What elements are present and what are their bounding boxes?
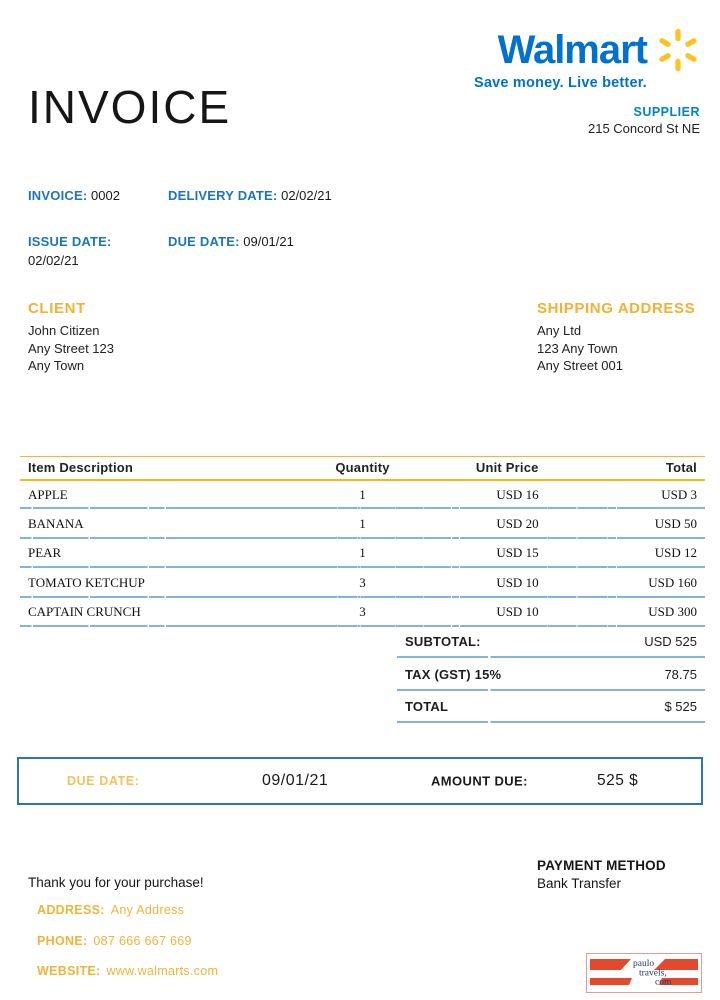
item-description: CAPTAIN CRUNCH	[20, 598, 335, 628]
header-total: Total	[541, 457, 705, 480]
invoice-number-label: INVOICE:	[28, 188, 88, 203]
item-quantity: 3	[335, 598, 390, 628]
header-quantity: Quantity	[335, 457, 390, 480]
item-unit-price: USD 10	[390, 568, 541, 598]
watermark-line-3: com	[655, 977, 672, 988]
items-header-row	[20, 457, 705, 480]
contact-website-label: WEBSITE:	[37, 964, 101, 978]
invoice-meta	[28, 188, 332, 268]
meta-row-2	[28, 234, 332, 268]
item-total: USD 300	[541, 598, 705, 628]
item-unit-price: USD 15	[390, 539, 541, 569]
contact-address-label: ADDRESS:	[37, 903, 105, 917]
thank-you-note: Thank you for your purchase!	[28, 875, 204, 890]
banner-amount-due-value: 525 $	[597, 772, 639, 789]
subtotal-value: USD 525	[644, 633, 697, 649]
banner-due-date-label: DUE DATE:	[67, 774, 140, 788]
shipping-heading: SHIPPING ADDRESS	[537, 300, 696, 317]
invoice-number-field	[28, 188, 168, 203]
delivery-date-label: DELIVERY DATE:	[168, 188, 278, 203]
watermark-line-2: travels,	[639, 968, 667, 979]
item-description: PEAR	[20, 539, 335, 569]
shipping-street: Any Street 001	[537, 358, 623, 373]
invoice-number-value: 0002	[91, 188, 120, 203]
payment-method-label: PAYMENT METHOD	[537, 858, 666, 873]
issue-date-label: ISSUE DATE:	[28, 234, 112, 249]
issue-date-field	[28, 234, 168, 268]
item-total: USD 160	[541, 568, 705, 598]
supplier-address: 215 Concord St NE	[587, 121, 700, 136]
supplier-label: SUPPLIER	[633, 105, 700, 119]
shipping-town: 123 Any Town	[537, 340, 618, 356]
item-unit-price: USD 20	[390, 509, 541, 539]
item-description: TOMATO KETCHUP	[20, 568, 335, 598]
client-town: Any Town	[28, 358, 85, 373]
tax-row	[397, 658, 705, 691]
item-quantity: 1	[335, 509, 390, 539]
delivery-date-field	[168, 188, 332, 203]
due-date-value: 09/01/21	[243, 234, 294, 249]
walmart-logo	[474, 28, 700, 72]
subtotal-row	[397, 625, 705, 658]
item-total: USD 50	[541, 509, 705, 539]
item-total: USD 3	[541, 480, 705, 510]
delivery-date-value: 02/02/21	[281, 188, 332, 203]
contact-block	[37, 903, 218, 995]
table-row	[20, 598, 705, 628]
tax-value: 78.75	[664, 666, 697, 682]
banner-due-date-value: 09/01/21	[262, 772, 329, 789]
due-date-label: DUE DATE:	[168, 234, 240, 249]
brand-block	[474, 28, 700, 136]
shipping-name: Any Ltd	[537, 323, 582, 338]
item-quantity: 1	[335, 480, 390, 510]
total-row	[397, 691, 705, 724]
tax-label: TAX (GST) 15%	[405, 666, 502, 682]
item-unit-price: USD 16	[390, 480, 541, 510]
contact-website-value: www.walmarts.com	[106, 964, 219, 978]
contact-phone-value: 087 666 667 669	[93, 933, 192, 948]
walmart-spark-icon	[656, 28, 700, 72]
total-value: $ 525	[664, 699, 697, 715]
client-name: John Citizen	[28, 323, 100, 338]
issue-date-value: 02/02/21	[28, 253, 79, 268]
item-total: USD 12	[541, 539, 705, 569]
header-unit-price: Unit Price	[390, 457, 541, 480]
header-item-description: Item Description	[20, 457, 335, 480]
table-row	[20, 568, 705, 598]
client-street: Any Street 123	[28, 340, 114, 356]
payment-method-value: Bank Transfer	[537, 876, 622, 891]
summary-block	[397, 625, 705, 723]
items-table	[20, 456, 705, 627]
subtotal-label: SUBTOTAL:	[405, 633, 481, 649]
watermark-line-1: paulo	[633, 959, 655, 969]
item-quantity: 3	[335, 568, 390, 598]
contact-phone	[37, 934, 218, 948]
due-banner	[17, 757, 703, 805]
due-date-field	[168, 234, 294, 268]
page-title: INVOICE	[28, 81, 232, 133]
client-block	[28, 300, 114, 375]
table-row	[20, 539, 705, 569]
contact-website	[37, 964, 218, 978]
item-quantity: 1	[335, 539, 390, 569]
client-heading: CLIENT	[28, 300, 86, 317]
item-description: BANANA	[20, 509, 335, 539]
meta-row-1	[28, 188, 332, 203]
table-row	[20, 509, 705, 539]
banner-amount-due-label: AMOUNT DUE:	[431, 773, 528, 789]
item-description: APPLE	[20, 480, 335, 510]
payment-method-block	[537, 858, 666, 891]
contact-phone-label: PHONE:	[37, 933, 88, 948]
table-row	[20, 480, 705, 510]
walmart-wordmark: Walmart	[497, 28, 647, 72]
total-label: TOTAL	[405, 699, 449, 715]
contact-address-value: Any Address	[110, 903, 185, 917]
item-unit-price: USD 10	[390, 598, 541, 628]
brand-tagline: Save money. Live better.	[474, 75, 647, 91]
shipping-block	[537, 300, 695, 375]
contact-address	[37, 903, 218, 917]
paulo-travels-watermark-logo	[586, 953, 702, 993]
